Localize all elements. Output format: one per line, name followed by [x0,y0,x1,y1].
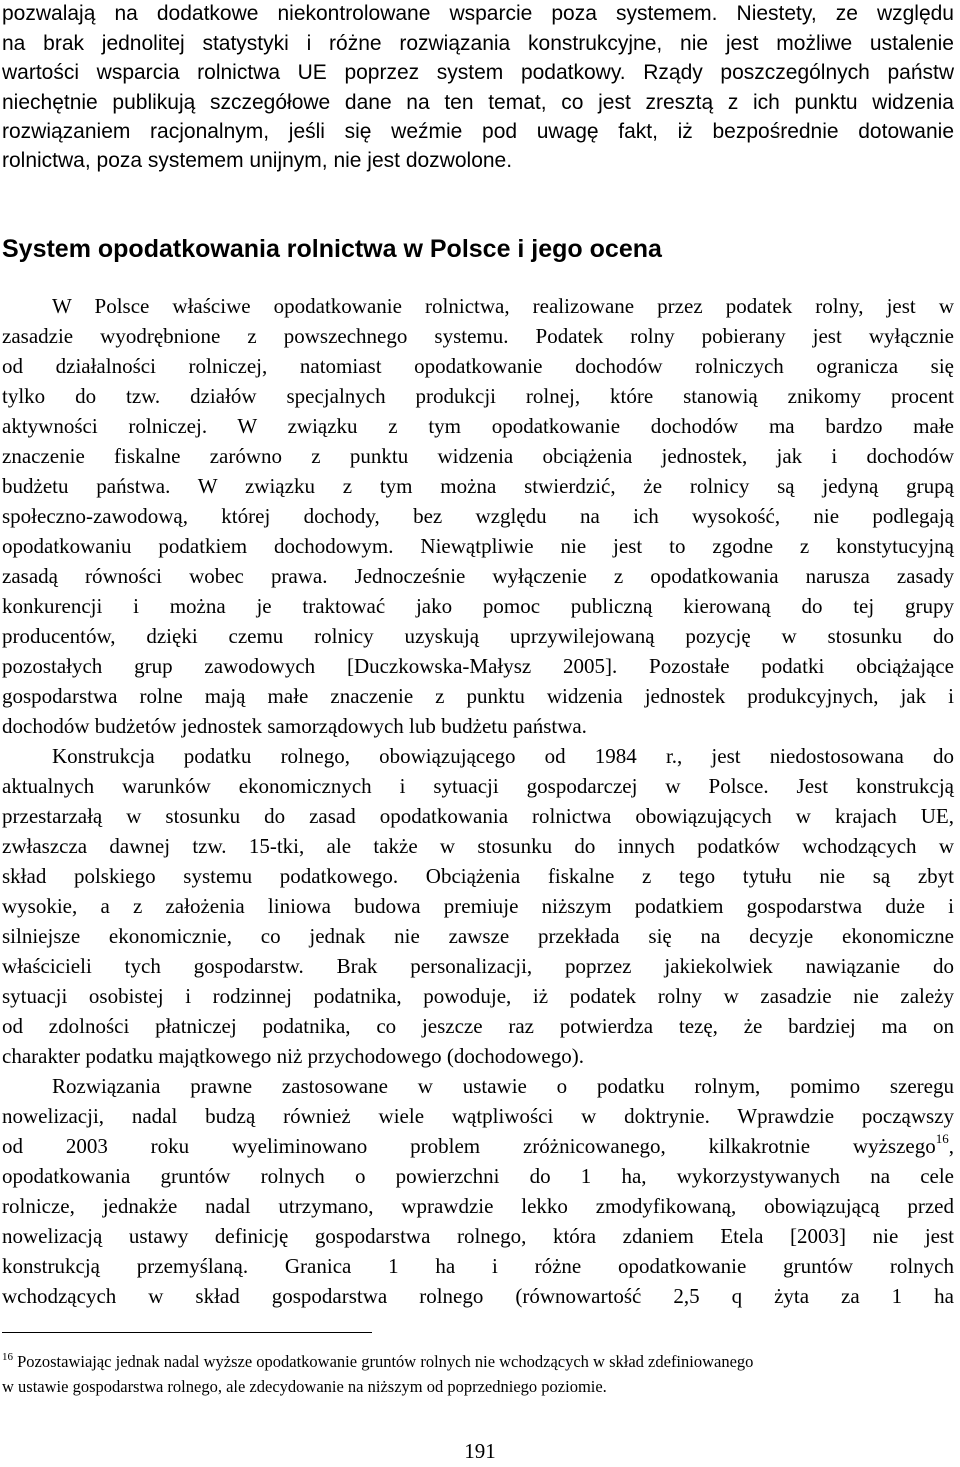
body-line-with-footnote-ref [2,1131,954,1161]
body-line: aktualnych warunków ekonomicznych i sytuacji gospodarczej w Polsce. Jest konstrukcją [2,774,954,798]
body-line: aktywności rolniczej. W związku z tym opodatkowanie dochodów ma bardzo małe [2,414,954,438]
body-line: skład polskiego systemu podatkowego. Obciążenia fiskalne z tego tytułu nie są zbyt [2,864,954,888]
body-line-text: od 2003 roku wyeliminowano problem zróżnicowanego, kilkakrotnie wyższego [2,1134,936,1158]
intro-line: na brak jednolitej statystyki i różne rozwiązania konstrukcyjne, nie jest możliwe ustalenie [2,32,954,55]
body-line-text-tail: , [948,1134,954,1158]
body-line: charakter podatku majątkowego niż przychodowego (dochodowego). [2,1044,584,1068]
body-line: wysokie, a z założenia liniowa budowa premiuje niższym podatkiem gospodarstwa duże i [2,894,954,918]
intro-line: niechętnie publikują szczegółowe dane na ten temat, co jest zresztą z ich punktu widzenia [2,91,954,114]
body-line: właścicieli tych gospodarstw. Brak personalizacji, poprzez jakiekolwiek nawiązanie do [2,954,954,978]
footnote-line: w ustawie gospodarstwa rolnego, ale zdecydowanie na niższym od poprzedniego poziomie. [2,1377,607,1396]
footnote-line [2,1350,954,1373]
body-line: zasadą równości wobec prawa. Jednocześnie wyłączenie z opodatkowania narusza zasady [2,564,954,588]
section-heading: System opodatkowania rolnictwa w Polsce i jego ocena [2,235,662,263]
body-line: W Polsce właściwe opodatkowanie rolnictwa, realizowane przez podatek rolny, jest w [52,294,954,318]
body-line: dochodów budżetów jednostek samorządowych lub budżetu państwa. [2,714,587,738]
body-line: od zdolności płatniczej podatnika, co jeszcze raz potwierdza tezę, że bardziej ma on [2,1014,954,1038]
body-line: konkurencji i można je traktować jako pomoc publiczną kierowaną do tej grupy [2,594,954,618]
body-line: nowelizacji, nadal budzą również wiele wątpliwości w doktrynie. Wprawdzie począwszy [2,1104,954,1128]
body-line: pozostałych grup zawodowych [Duczkowska-Małysz 2005]. Pozostałe podatki obciążające [2,654,954,678]
body-line: zwłaszcza dawnej tzw. 15-tki, ale także w stosunku do innych podatków wchodzących w [2,834,954,858]
body-line: wchodzących w skład gospodarstwa rolnego (równowartość 2,5 q żyta za 1 ha [2,1284,954,1308]
body-line: Rozwiązania prawne zastosowane w ustawie o podatku rolnym, pomimo szeregu [52,1074,954,1098]
body-line: gospodarstwa rolne mają małe znaczenie z punktu widzenia jednostek produkcyjnych, jak i [2,684,954,708]
body-line: tylko do tzw. działów specjalnych produkcji rolnej, które stanowią znikomy procent [2,384,954,408]
intro-line: wartości wsparcia rolnictwa UE poprzez system podatkowy. Rządy poszczególnych państw [2,61,954,84]
body-line: nowelizacją ustawy definicję gospodarstwa rolnego, która zdaniem Etela [2003] nie jest [2,1224,954,1248]
footnote-reference[interactable]: 16 [935,1131,949,1146]
footnote-number: 16 [2,1351,13,1363]
body-line: konstrukcją przemyślaną. Granica 1 ha i różne opodatkowanie gruntów rolnych [2,1254,954,1278]
body-line: budżetu państwa. W związku z tym można stwierdzić, że rolnicy są jedyną grupą [2,474,954,498]
page-number: 191 [464,1439,496,1463]
body-line: silniejsze ekonomicznie, co jednak nie zawsze przekłada się na decyzje ekonomiczne [2,924,954,948]
body-line: znaczenie fiskalne zarówno z punktu widzenia obciążenia jednostek, jak i dochodów [2,444,954,468]
body-line: od działalności rolniczej, natomiast opodatkowanie dochodów rolniczych ogranicza się [2,354,954,378]
body-line: zasadzie wyodrębnione z powszechnego systemu. Podatek rolny pobierany jest wyłącznie [2,324,954,348]
footnote-text: Pozostawiając jednak nadal wyższe opodatkowanie gruntów rolnych nie wchodzących w skład zdefiniowanego [13,1352,754,1371]
intro-line: rolnictwa, poza systemem unijnym, nie jest dozwolone. [2,149,513,172]
intro-line: pozwalają na dodatkowe niekontrolowane wsparcie poza systemem. Niestety, ze względu [2,2,954,25]
body-line: Konstrukcja podatku rolnego, obowiązującego od 1984 r., jest niedostosowana do [52,744,954,768]
body-line: przestarzałą w stosunku do zasad opodatkowania rolnictwa obowiązujących w krajach UE, [2,804,954,828]
intro-line: rozwiązaniem racjonalnym, jeśli się weźmie pod uwagę fakt, iż bezpośrednie dotowanie [2,120,954,143]
body-line: sytuacji osobistej i rodzinnej podatnika, powoduje, iż podatek rolny w zasadzie nie zależy [2,984,954,1008]
body-line: opodatkowania gruntów rolnych o powierzchni do 1 ha, wykorzystywanych na cele [2,1164,954,1188]
body-line: opodatkowaniu podatkiem dochodowym. Niewątpliwie nie jest to zgodne z konstytucyjną [2,534,954,558]
body-line: producentów, dzięki czemu rolnicy uzyskują uprzywilejowaną pozycję w stosunku do [2,624,954,648]
body-line: społeczno-zawodową, której dochody, bez względu na ich wysokość, nie podlegają [2,504,954,528]
body-line: rolnicze, jednakże nadal utrzymano, wprawdzie lekko zmodyfikowaną, obowiązującą przed [2,1194,954,1218]
footnote-divider [2,1332,372,1333]
